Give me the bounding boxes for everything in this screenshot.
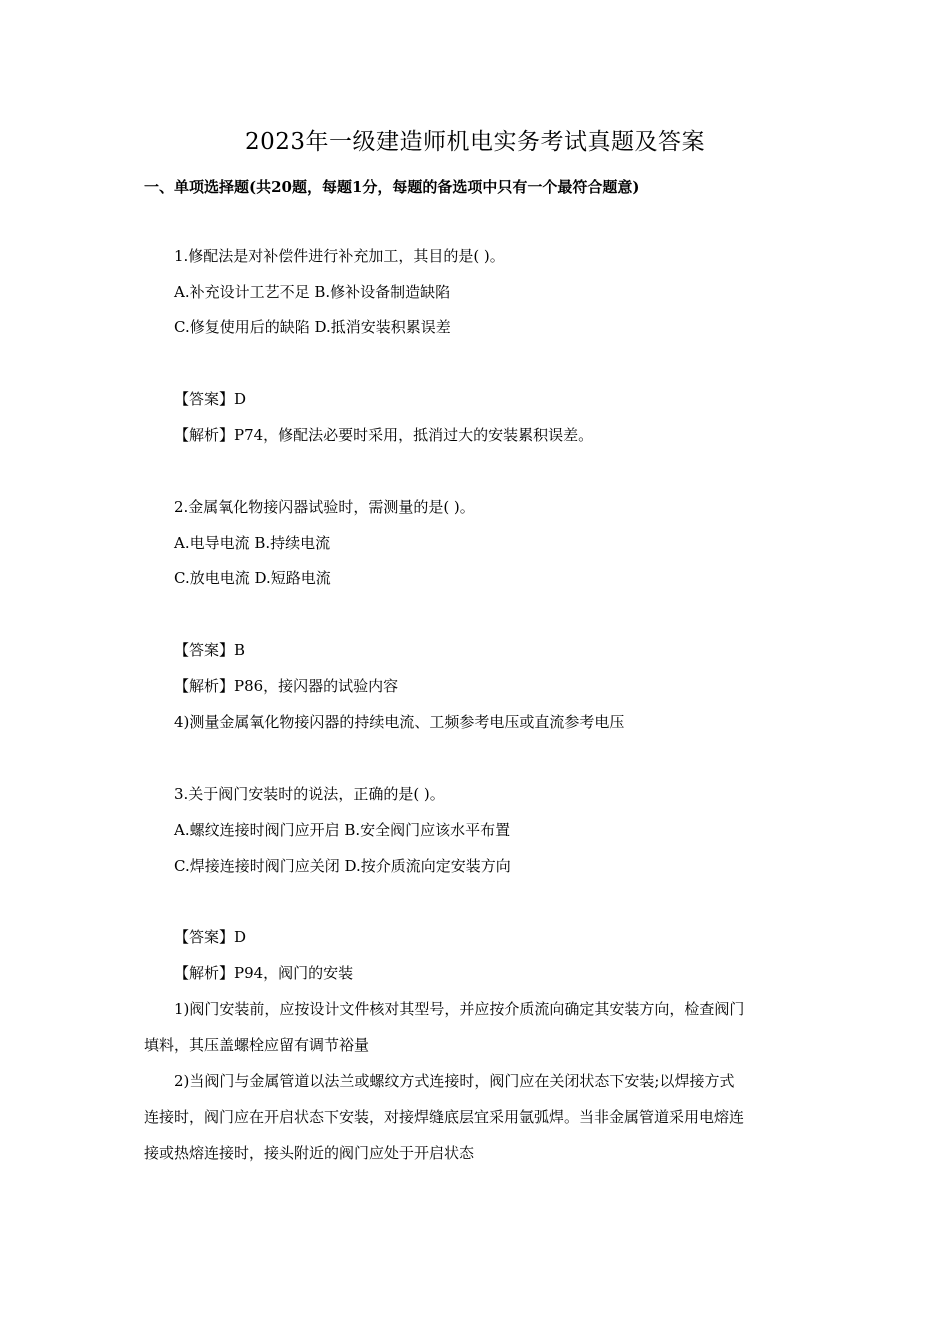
- question-2-analysis-detail: 4)测量金属氧化物接闪器的持续电流、工频参考电压或直流参考电压: [174, 713, 625, 731]
- question-3-para2-line1: 2)当阀门与金属管道以法兰或螺纹方式连接时，阀门应在关闭状态下安装;以焊接方式: [174, 1072, 735, 1090]
- section-heading: 一、单项选择题(共20题，每题1分，每题的备选项中只有一个最符合题意): [144, 178, 640, 196]
- question-3-options-ab: A.螺纹连接时阀门应开启 B.安全阀门应该水平布置: [174, 821, 511, 839]
- question-3-options-cd: C.焊接连接时阀门应关闭 D.按介质流向定安装方向: [174, 857, 511, 875]
- question-2-options-cd: C.放电电流 D.短路电流: [174, 569, 331, 587]
- question-1-answer: 【答案】D: [174, 390, 247, 408]
- document-title: 2023年一级建造师机电实务考试真题及答案: [244, 129, 706, 155]
- question-1-options-ab: A.补充设计工艺不足 B.修补设备制造缺陷: [174, 283, 451, 301]
- question-3-para1-line1: 1)阀门安装前，应按设计文件核对其型号，并应按介质流向确定其安装方向，检查阀门: [174, 1000, 745, 1018]
- question-2-options-ab: A.电导电流 B.持续电流: [174, 534, 331, 552]
- question-3-answer: 【答案】D: [174, 928, 247, 946]
- question-2-analysis: 【解析】P86，接闪器的试验内容: [174, 677, 399, 695]
- question-1-options-cd: C.修复使用后的缺陷 D.抵消安装积累误差: [174, 318, 451, 336]
- question-2-answer: 【答案】B: [174, 641, 246, 659]
- question-3-para1-line2: 填料，其压盖螺栓应留有调节裕量: [144, 1036, 370, 1054]
- question-1-stem: 1.修配法是对补偿件进行补充加工，其目的是( )。: [174, 247, 505, 265]
- question-3-stem: 3.关于阀门安装时的说法，正确的是( )。: [174, 785, 445, 803]
- question-3-para2-line2: 连接时，阀门应在开启状态下安装，对接焊缝底层宜采用氩弧焊。当非金属管道采用电熔连: [144, 1108, 745, 1126]
- question-2-stem: 2.金属氧化物接闪器试验时，需测量的是( )。: [174, 498, 475, 516]
- question-1-analysis: 【解析】P74，修配法必要时采用，抵消过大的安装累积误差。: [174, 426, 594, 444]
- question-3-para2-line3: 接或热熔连接时，接头附近的阀门应处于开启状态: [144, 1144, 475, 1162]
- question-3-analysis: 【解析】P94，阀门的安装: [174, 964, 354, 982]
